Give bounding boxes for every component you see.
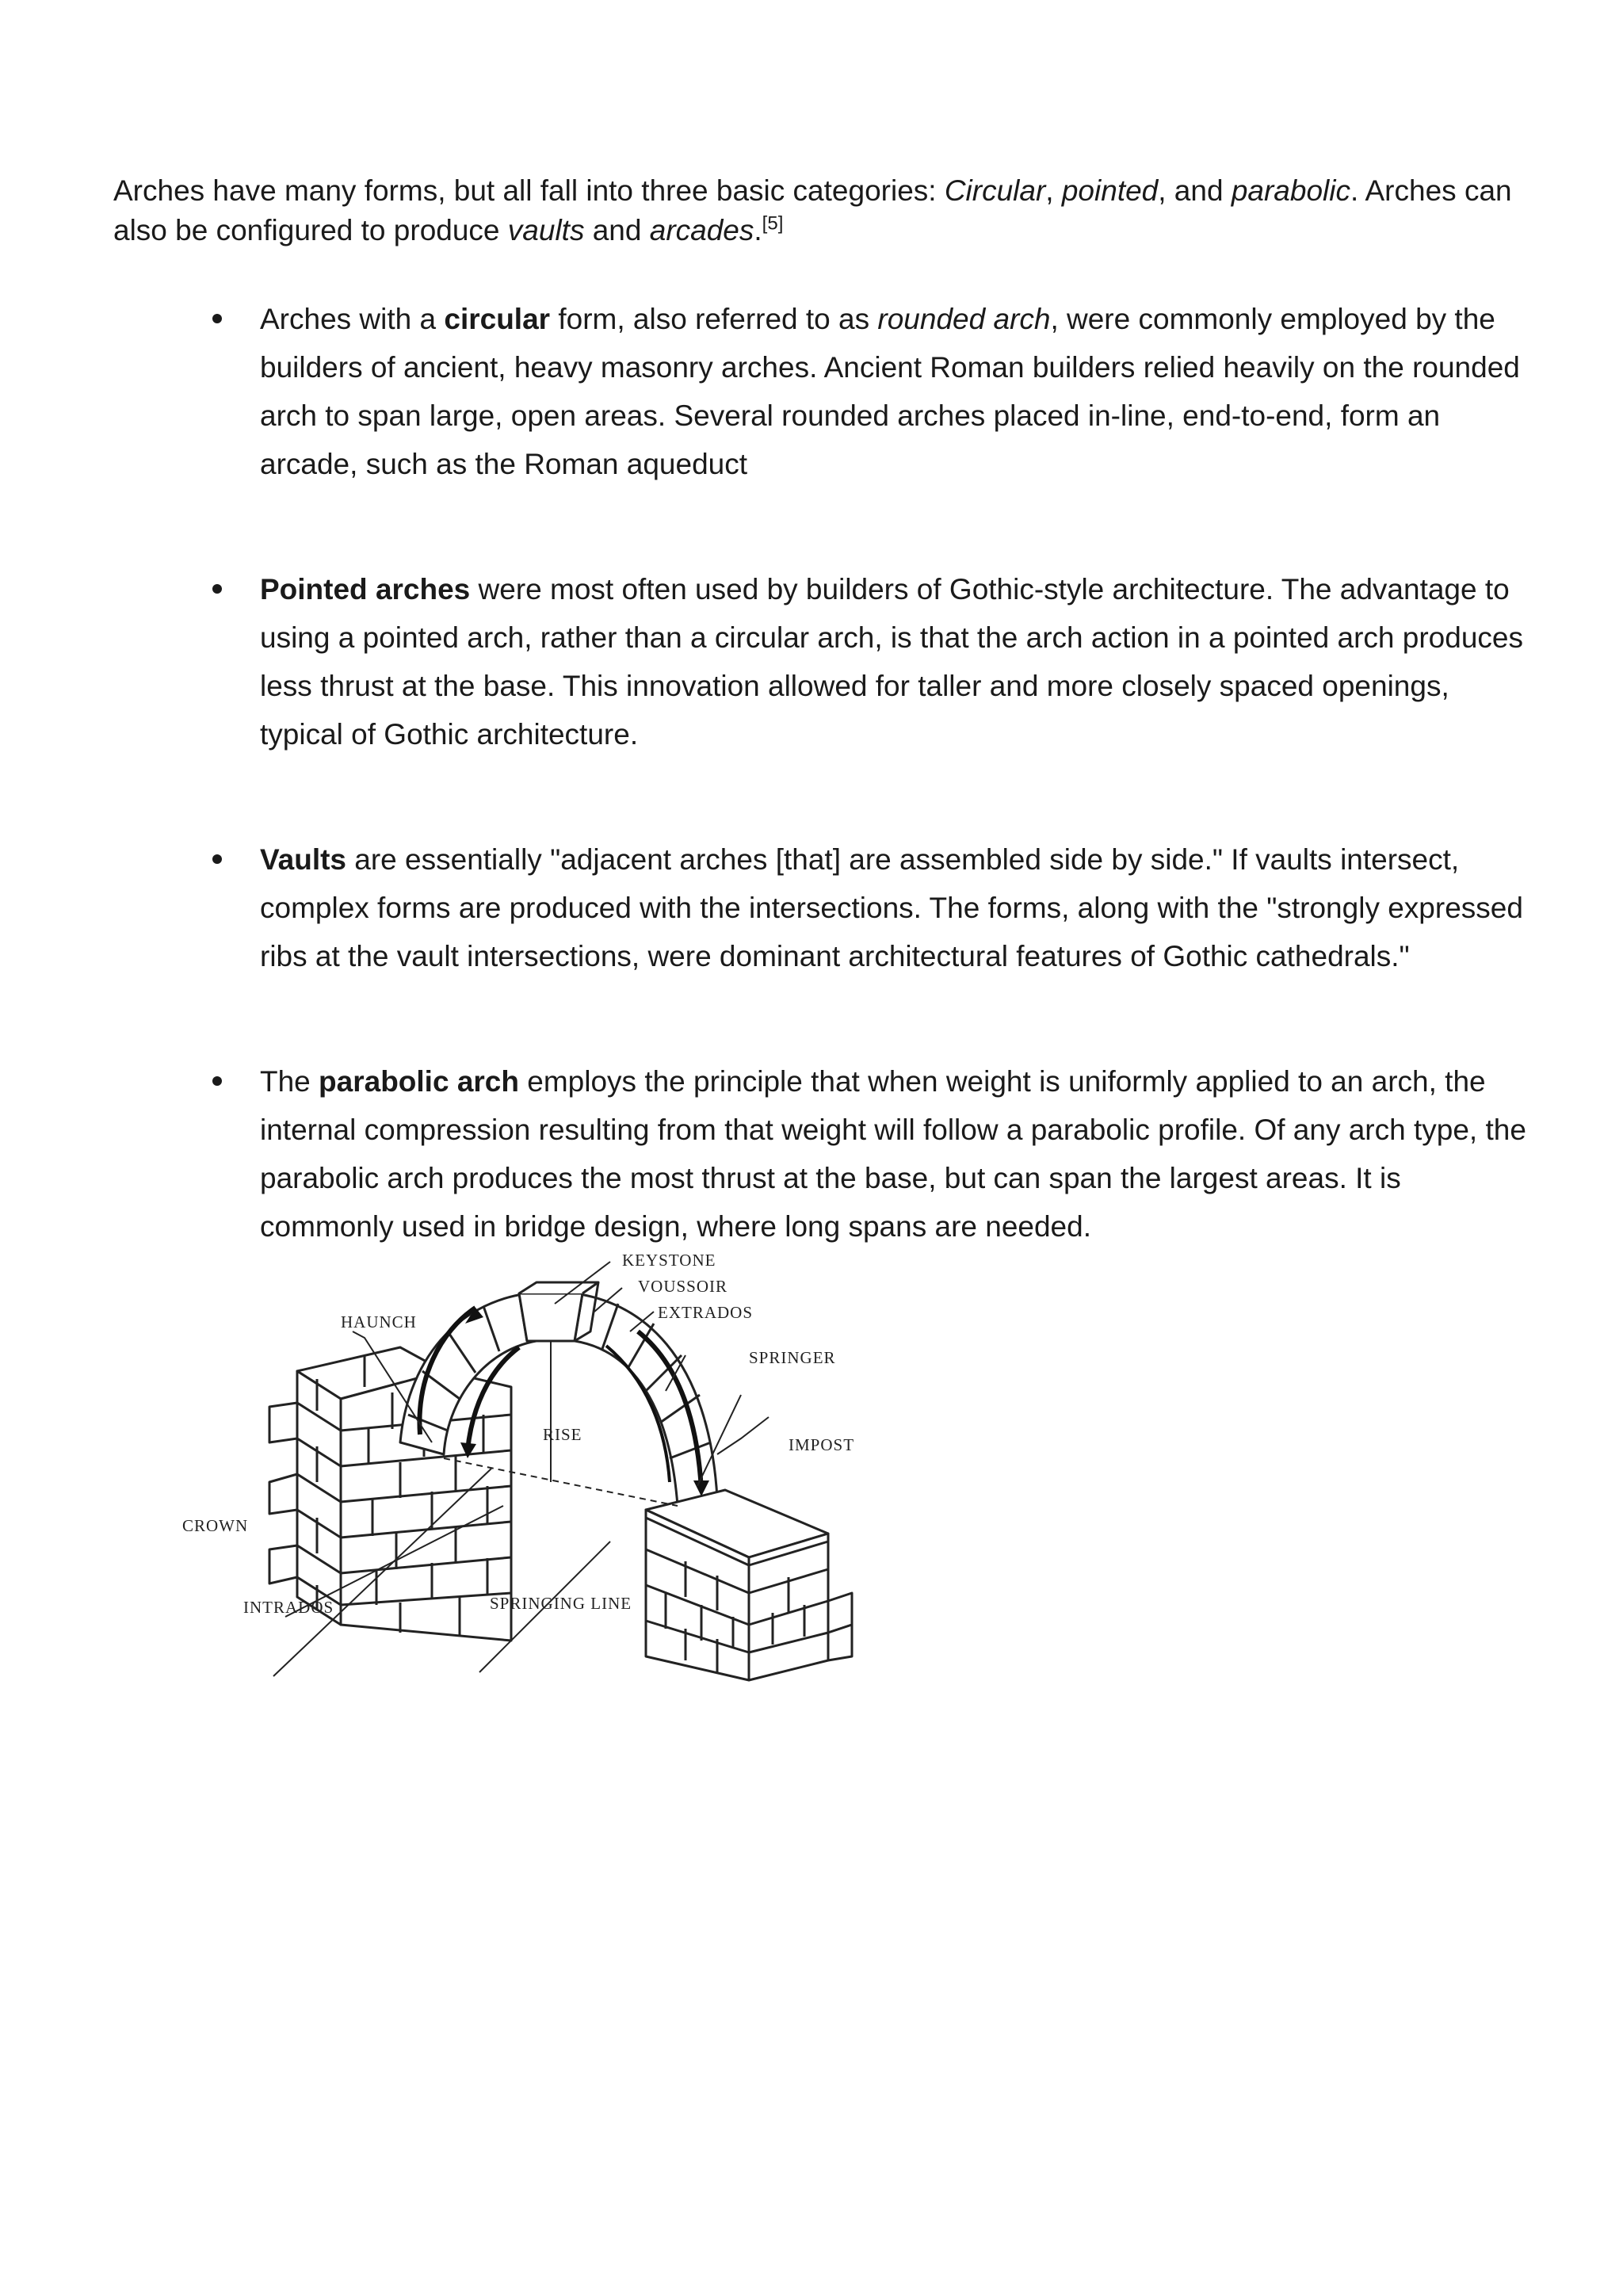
reference-link[interactable]: [5] — [762, 212, 784, 235]
label-springer: SPRINGER — [749, 1348, 836, 1367]
label-springing-line: SPRINGING LINE — [490, 1594, 632, 1613]
intro-text: Arches have many forms, but all fall into three basic categories: — [113, 174, 945, 207]
label-rise: RISE — [543, 1425, 582, 1444]
term-pointed-arches: Pointed arches — [260, 573, 471, 606]
intro-text: . Arches can also be configured to produce — [113, 174, 1512, 246]
intro-text: , and — [1158, 174, 1232, 207]
intro-pointed: pointed — [1061, 174, 1159, 207]
label-intrados: INTRADOS — [243, 1598, 334, 1617]
list-item: The parabolic arch employs the principle that when weight is uniformly applied to an arch, the internal compression resulting from that weight will follow a parabolic profile. Of any arch type, the parabolic arch produces the most thrust at the base, but can span the largest areas. It is commonly used in bridge design, where long spans are needed. — [0, 1057, 1623, 1251]
intro-parabolic: parabolic — [1231, 174, 1350, 207]
label-crown: CROWN — [182, 1516, 249, 1535]
intro-vaults: vaults — [507, 214, 585, 246]
intro-circular: Circular — [944, 174, 1046, 207]
list-item: Vaults are essentially "adjacent arches [that] are assembled side by side." If vaults intersect, complex forms are produced with the intersections. The forms, along with the "strongly expressed ribs at the vault intersections, were dominant architectural features of Gothic cathedrals." — [0, 835, 1623, 980]
intro-arcades: arcades — [649, 214, 754, 246]
term-vaults: Vaults — [260, 843, 346, 876]
bullet-icon — [212, 1076, 222, 1086]
label-impost: IMPOST — [789, 1435, 855, 1454]
term-rounded-arch: rounded arch — [877, 303, 1051, 335]
bullet-icon — [212, 314, 222, 323]
intro-text: . — [754, 214, 762, 246]
label-extrados: EXTRADOS — [658, 1303, 754, 1322]
bullet-icon — [212, 854, 222, 864]
label-haunch: HAUNCH — [341, 1312, 417, 1331]
keystone — [519, 1293, 582, 1341]
label-keystone: KEYSTONE — [622, 1251, 716, 1270]
list-item: Arches with a circular form, also referred to as rounded arch, were commonly employed by the builders of ancient, heavy masonry arches. Ancient Roman builders relied heavily on the rounded arch to span large, open areas. Several rounded arches placed in-line, end-to-end, form an arcade, such as the Roman aqueduct — [0, 295, 1623, 488]
intro-paragraph — [113, 171, 1524, 250]
arch-diagram-svg — [170, 1244, 884, 1696]
bullet-icon — [212, 584, 222, 594]
arch-diagram — [170, 1244, 884, 1696]
list-item: Pointed arches were most often used by builders of Gothic-style architecture. The advantage to using a pointed arch, rather than a circular arch, is that the arch action in a pointed arch produces less thrust at the base. This innovation allowed for taller and more closely spaced openings, typical of Gothic architecture. — [0, 565, 1623, 758]
arch-types-list — [0, 295, 1623, 1328]
term-circular: circular — [444, 303, 551, 335]
intro-text: , — [1045, 174, 1062, 207]
intro-text: and — [584, 214, 650, 246]
term-parabolic-arch: parabolic arch — [319, 1065, 519, 1098]
label-voussoir: VOUSSOIR — [638, 1277, 728, 1296]
